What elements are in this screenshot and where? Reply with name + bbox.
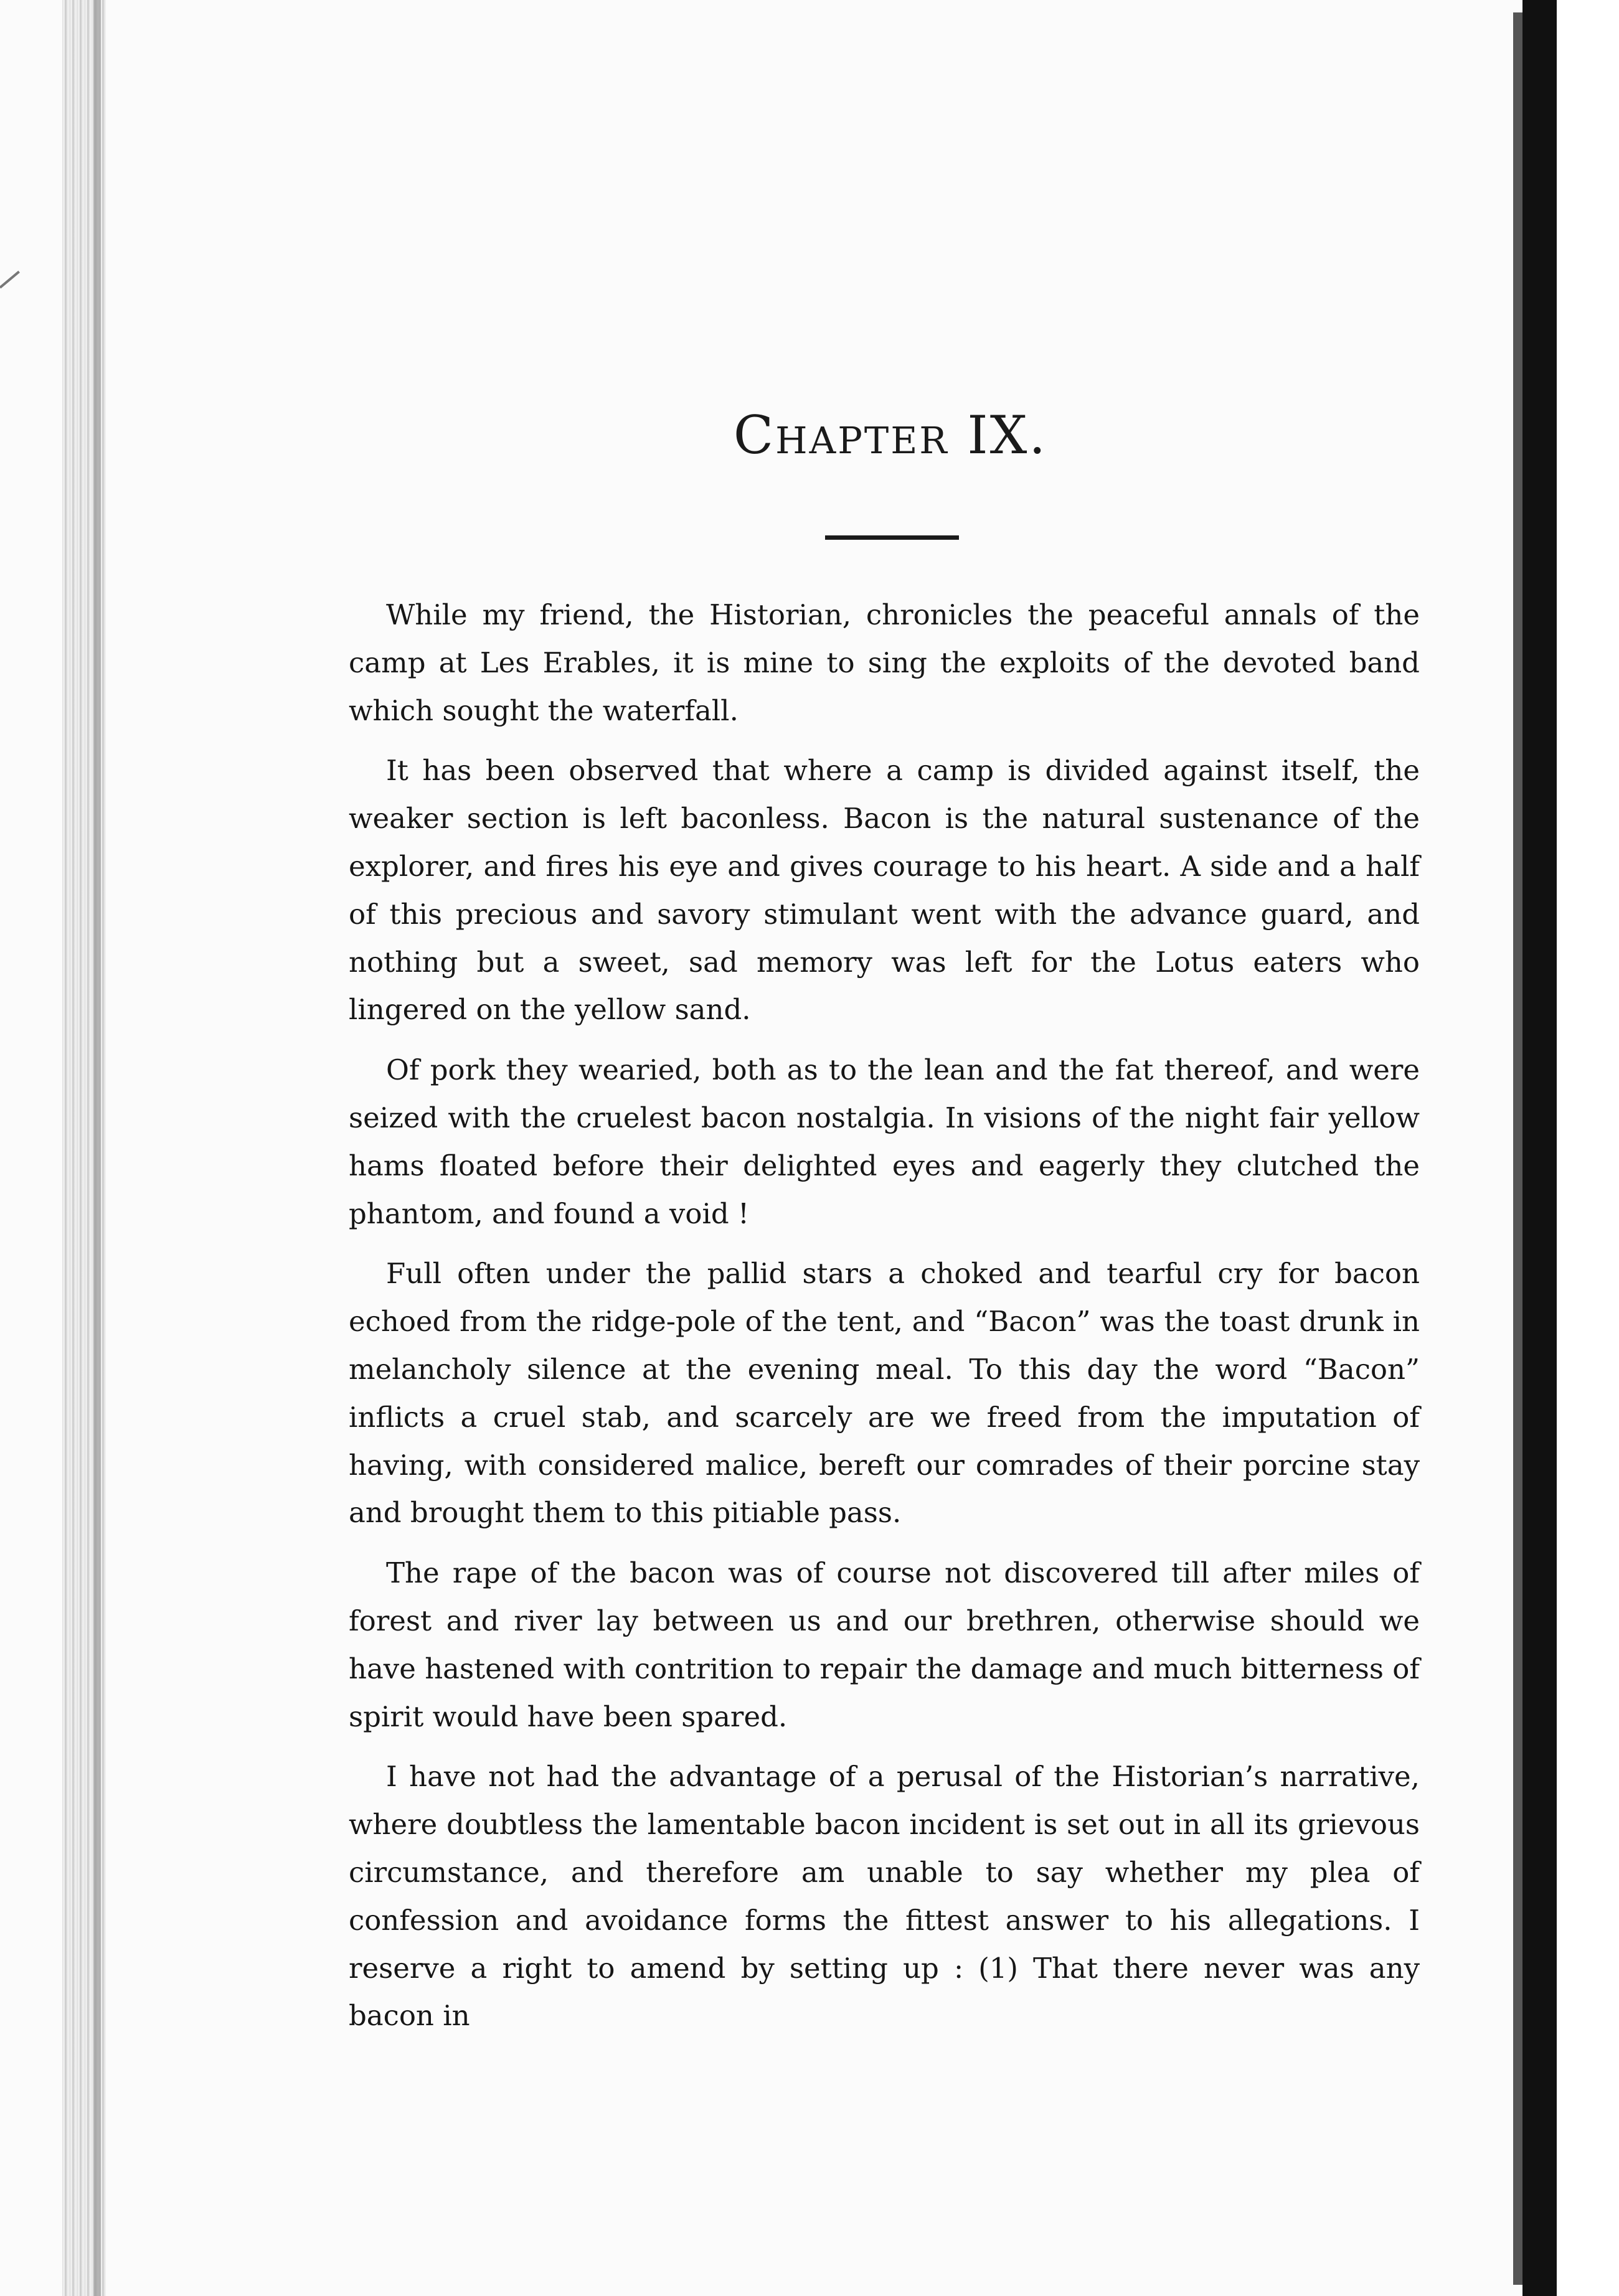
heading-rule: [825, 535, 959, 540]
paragraph-4: Full often under the pallid stars a choked and tearful cry for bacon echoed from the ridge-pole of the tent, and “Bacon” was the toast drunk in melancholy silence at the evening meal. To this day the word “Bacon” inflicts a cruel stab, and scarcely are we freed from the imputation of having, with considered malice, bereft our comrades of their porcine stay and brought them to this pitiable pass.: [349, 1257, 1420, 1530]
right-scan-border: [1522, 0, 1557, 2296]
left-gutter-edge: [93, 0, 101, 2296]
paragraph-3: Of pork they wearied, both as to the lean and the fat thereof, and were seized with the cruelest bacon nostalgia. In visions of the night fair yellow hams floated before their delighted eyes and eagerly they clutched the phantom, and found a void !: [349, 1053, 1420, 1230]
scan-margin-mark: [0, 271, 20, 289]
paragraph-5: The rape of the bacon was of course not discovered till after miles of forest and river lay between us and our brethren, otherwise should we have hastened with contrition to repair the damage and much bitterness of spirit would have been spared.: [349, 1556, 1420, 1733]
paragraph-6: I have not had the advantage of a perusal of the Historian’s narrative, where doubtless the lamentable bacon incident is set out in all its grievous circumstance, and therefore am unable to say whether my plea of confession and avoidance forms the fittest answer to his allegations. I reserve a right to amend by setting up : (1) That there never was any bacon in: [349, 1760, 1420, 2033]
paragraph-2: It has been observed that where a camp is divided against itself, the weaker section is left baconless. Bacon is the natural sustenance of the explorer, and fires his eye and gives courage to his heart. A side and a half of this precious and savory stimulant went with the advance guard, and nothing but a sweet, sad memory was left for the Lotus eaters who lingered on the yellow sand.: [349, 754, 1420, 1027]
paragraph-1: While my friend, the Historian, chronicles the peaceful annals of the camp at Les Erables, it is mine to sing the exploits of the devoted band which sought the waterfall.: [349, 598, 1420, 727]
body-text: [349, 591, 1420, 2053]
right-margin: [1557, 0, 1619, 2296]
chapter-heading: Chapter IX.: [733, 405, 1048, 466]
